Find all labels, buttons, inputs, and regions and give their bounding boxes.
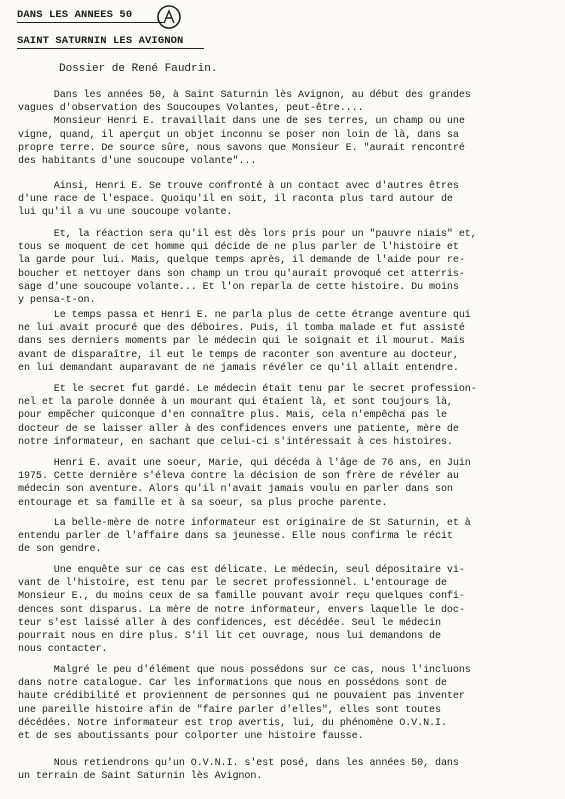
- text-line: docteur de se laisser aller à des confidences envers une patiente, mère de: [18, 423, 459, 435]
- text-line: La belle-mère de notre informateur est originaire de St Saturnin, et à: [18, 518, 471, 529]
- seal-icon: [156, 4, 182, 30]
- text-line: et de ses aboutissants pour colporter une histoire fausse.: [18, 731, 364, 743]
- text-line: médecin son aventure. Alors qu'il n'avait jamais voulu en parler dans son: [18, 484, 453, 496]
- author-line: Dossier de René Faudrin.: [59, 63, 218, 75]
- text-line: avant de disparaître, il eut le temps de raconter son aventure au docteur,: [18, 349, 459, 361]
- paragraph-7: [18, 517, 471, 557]
- text-line: tous se moquent de cet homme qui décide de ne plus parler de l'histoire et: [18, 242, 459, 254]
- text-line: dences sont disparus. La mère de notre informateur, envers laquelle le doc-: [18, 604, 465, 616]
- paragraph-10: [18, 757, 459, 783]
- text-line: Une enquête sur ce cas est délicate. Le médecin, seul dépositaire vi-: [18, 565, 465, 576]
- text-line: Nous retiendrons qu'un O.V.N.I. s'est posé, dans les années 50, dans: [18, 758, 459, 769]
- paragraph-3: [18, 228, 477, 307]
- text-line: nel et la parole donnée à un mourant qui étaient là, et sont toujours là,: [18, 397, 453, 409]
- text-line: lui qu'il a vu une soucoupe volante.: [18, 207, 233, 219]
- text-line: la garde pour lui. Mais, quelque temps après, il demande de l'aide pour re-: [18, 255, 465, 267]
- paragraph-8: [18, 564, 465, 656]
- text-line: vagues d'observation des Soucoupes Volantes, peut-être....: [18, 103, 364, 115]
- text-line: teur s'est laissé aller à des confidences, est décédée. Seul le médecin: [18, 617, 441, 629]
- paragraph-5: [18, 383, 477, 449]
- text-line: Malgré le peu d'élément que nous possédons sur ce cas, nous l'incluons: [18, 665, 471, 676]
- text-line: Henri E. avait une soeur, Marie, qui décéda à l'âge de 76 ans, en Juin: [18, 458, 471, 469]
- text-line: Monsieur Henri E. travaillait dans une de ses terres, un champ ou une: [18, 116, 465, 128]
- text-line: Ainsi, Henri E. Se trouve confronté à un contact avec d'autres êtres: [18, 181, 459, 192]
- text-line: y pensa-t-on.: [18, 295, 96, 307]
- text-line: boucher et nettoyer dans son champ un trou qu'aurait provoqué cet atterris-: [18, 268, 465, 280]
- header-line-1: DANS LES ANNEES 50: [17, 8, 165, 23]
- text-line: pour empêcher quiconque d'en connaître plus. Mais, cela n'empêcha pas le: [18, 410, 447, 422]
- text-line: pourrait nous en dire plus. S'il lit cet ouvrage, nous lui demandons de: [18, 631, 441, 643]
- text-line: vigne, quand, il aperçut un objet inconnu se poser non loin de là, dans sa: [18, 129, 459, 141]
- text-line: ne lui avait procuré que des déboires. Puis, il tomba malade et fut assisté: [18, 323, 465, 335]
- header-line-2: SAINT SATURNIN LES AVIGNON: [17, 34, 204, 49]
- text-line: 1975. Cette dernière s'éleva contre la décision de son frère de révéler au: [18, 471, 459, 483]
- text-line: haute crédibilité et proviennent de personnes qui ne pouvaient pas inventer: [18, 691, 465, 703]
- text-line: Et, la réaction sera qu'il est dès lors pris pour un "pauvre niais" et,: [18, 229, 477, 240]
- text-line: dans ses derniers moments par le médecin qui le soignait et il mourut. Mais: [18, 336, 465, 348]
- text-line: vant de l'histoire, est tenu par le secret professionnel. L'entourage de: [18, 578, 447, 590]
- text-line: dans notre catalogue. Car les informations que nous en possédons sont de: [18, 678, 447, 690]
- text-line: nous contacter.: [18, 644, 108, 656]
- text-line: un terrain de Saint Saturnin lès Avignon.: [18, 771, 263, 783]
- text-line: notre informateur, en sachant que celui-ci s'intéressait à ces histoires.: [18, 436, 453, 448]
- text-line: Le temps passa et Henri E. ne parla plus de cette étrange aventure qui: [18, 310, 471, 321]
- text-line: Monsieur E., du moins ceux de sa famille pouvant avoir reçu quelques confi-: [18, 591, 465, 603]
- text-line: entendu parler de l'affaire dans sa jeunesse. Elle nous confirma le récit: [18, 531, 453, 543]
- paragraph-2: [18, 180, 459, 220]
- text-line: propre terre. De source sûre, nous savons que Monsieur E. "aurait rencontré: [18, 142, 465, 154]
- paragraph-9: [18, 664, 471, 743]
- text-line: de son gendre.: [18, 544, 102, 556]
- text-line: Et le secret fut gardé. Le médecin était tenu par le secret profession-: [18, 384, 477, 395]
- paragraph-1: [18, 89, 471, 168]
- text-line: d'une race de l'espace. Quoiqu'il en soit, il raconta plus tard autour de: [18, 194, 453, 206]
- text-line: Dans les années 50, à Saint Saturnin lès Avignon, au début des grandes: [18, 90, 471, 101]
- paragraph-6: [18, 457, 471, 510]
- text-line: des habitants d'une soucoupe volante"...: [18, 156, 257, 168]
- text-line: entourage et sa famille et à sa soeur, sa plus proche parente.: [18, 497, 388, 509]
- text-line: une pareille histoire afin de "faire parler d'elles", elles sont toutes: [18, 704, 441, 716]
- text-line: en lui demandant auparavant de ne jamais révéler ce qu'il allait entendre.: [18, 362, 459, 374]
- text-line: décédées. Notre informateur est trop avertis, lui, du phénomène O.V.N.I.: [18, 717, 447, 729]
- paragraph-4: [18, 309, 471, 375]
- text-line: sage d'une soucoupe volante... Et l'on reparla de cette histoire. Du moins: [18, 281, 459, 293]
